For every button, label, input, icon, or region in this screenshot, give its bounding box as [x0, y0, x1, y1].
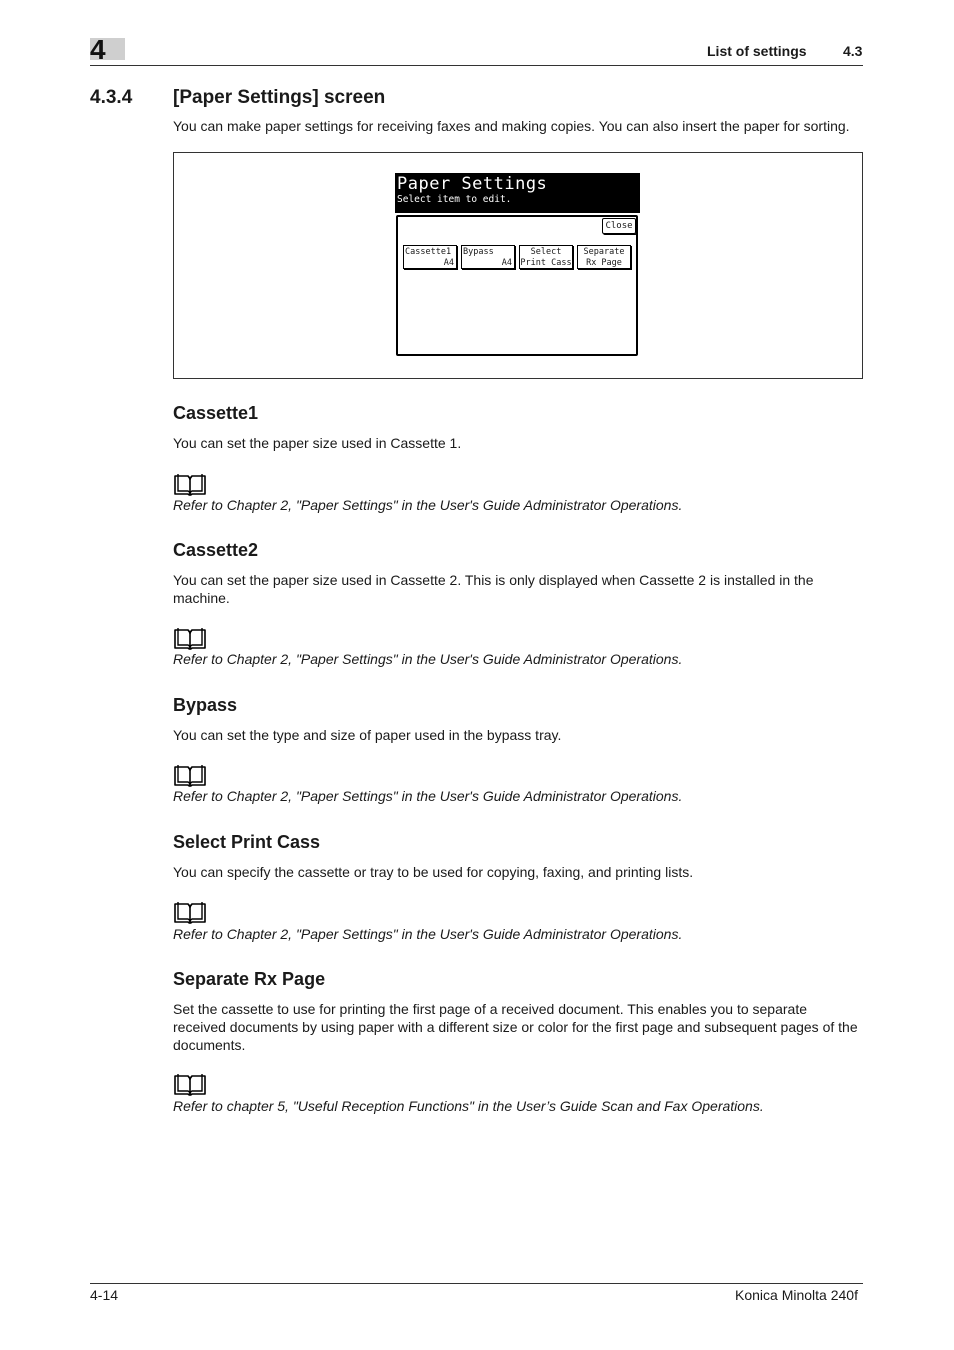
- item-description: You can specify the cassette or tray to be used for copying, faxing, and printing lists.: [173, 864, 694, 880]
- item-heading: Separate Rx Page: [173, 969, 326, 989]
- section-title: [Paper Settings] screen: [173, 87, 386, 108]
- item-description: You can set the paper size used in Cassette 2. This is only displayed when Cassette 2 is installed in the machine.: [173, 572, 814, 606]
- book-icon: [173, 764, 207, 788]
- reference-note: Refer to Chapter 2, "Paper Settings" in the User's Guide Administrator Operations.: [173, 651, 683, 667]
- paper-settings-screen: [394, 172, 640, 357]
- book-icon: [173, 901, 207, 925]
- section-intro: You can make paper settings for receiving faxes and making copies. You can also insert the paper for sorting.: [173, 118, 850, 134]
- separate-rx-page-button[interactable]: [577, 245, 631, 269]
- header-rule: [90, 65, 863, 66]
- running-title: List of settings: [707, 43, 807, 59]
- product-name: Konica Minolta 240f: [735, 1287, 858, 1303]
- screen-subtitle: Select item to edit.: [397, 194, 512, 205]
- screen-header: [395, 173, 640, 213]
- reference-note: Refer to chapter 5, "Useful Reception Functions" in the User’s Guide Scan and Fax Operations.: [173, 1098, 764, 1114]
- book-icon: [173, 1073, 207, 1097]
- select-print-cass-button[interactable]: [519, 245, 573, 269]
- close-button[interactable]: Close: [602, 218, 636, 234]
- book-icon: [173, 473, 207, 497]
- button-value: A4: [501, 258, 512, 268]
- reference-note: Refer to Chapter 2, "Paper Settings" in the User's Guide Administrator Operations.: [173, 788, 683, 804]
- button-value: A4: [443, 258, 454, 268]
- item-description: Set the cassette to use for printing the first page of a received document. This enables you to separate received documents by using paper with a different size or color for the first page and subsequent pages of the documents.: [173, 1001, 858, 1053]
- reference-note: Refer to Chapter 2, "Paper Settings" in the User's Guide Administrator Operations.: [173, 926, 683, 942]
- item-description: You can set the type and size of paper used in the bypass tray.: [173, 727, 562, 743]
- cassette1-button[interactable]: [403, 245, 457, 269]
- button-label: Bypass: [463, 247, 494, 257]
- page-number: 4-14: [90, 1287, 119, 1303]
- button-label: Cassette1: [405, 247, 452, 257]
- screen-panel: [396, 215, 638, 356]
- running-section: 4.3: [843, 43, 863, 59]
- item-description: You can set the paper size used in Cassette 1.: [173, 435, 462, 451]
- item-heading: Bypass: [173, 695, 238, 715]
- item-heading: Select Print Cass: [173, 832, 321, 852]
- button-label-line2: Print Cass: [520, 258, 572, 268]
- section-number: 4.3.4: [90, 87, 133, 108]
- item-heading: Cassette2: [173, 540, 259, 560]
- footer-rule: [90, 1283, 863, 1284]
- reference-note: Refer to Chapter 2, "Paper Settings" in the User's Guide Administrator Operations.: [173, 497, 683, 513]
- button-label-line2: Rx Page: [586, 258, 622, 268]
- screen-title: Paper Settings: [397, 174, 548, 194]
- button-label: Separate: [583, 247, 625, 257]
- item-heading: Cassette1: [173, 403, 259, 423]
- book-icon: [173, 627, 207, 651]
- button-label: Select: [530, 247, 562, 257]
- bypass-button[interactable]: [461, 245, 515, 269]
- chapter-number: 4: [90, 34, 106, 65]
